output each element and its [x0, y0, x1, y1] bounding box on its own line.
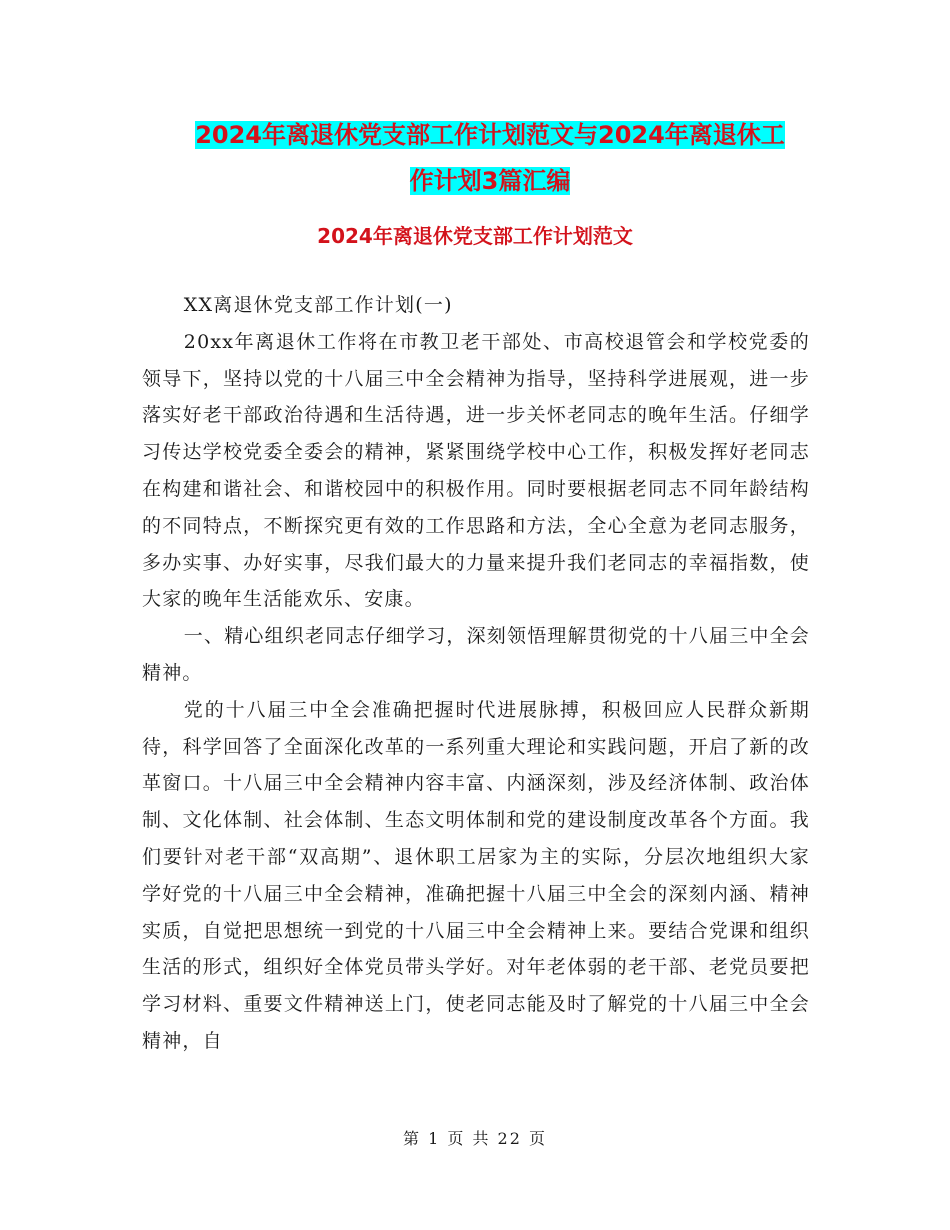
document-body [142, 287, 810, 1060]
paragraph-section-one-heading: 一、精心组织老同志仔细学习，深刻领悟理解贯彻党的十八届三中全会精神。 [142, 625, 810, 684]
section-title: 2024年离退休党支部工作计划范文 [317, 224, 633, 248]
paragraph-section-one-body: 党的十八届三中全会准确把握时代进展脉搏，积极回应人民群众新期待，科学回答了全面深化改革的一系列重大理论和实践问题，开启了新的改革窗口。十八届三中全会精神内容丰富、内涵深刻，涉及经济体制、政治体制、文化体制、社会体制、生态文明体制和党的建设制度改革各个方面。我们要针对老干部“双高期”、退休职工居家为主的实际，分层次地组织大家学好党的十八届三中全会精神，准确把握十八届三中全会的深刻内涵、精神实质，自觉把思想统一到党的十八届三中全会精神上来。要结合党课和组织生活的形式，组织好全体党员带头学好。对年老体弱的老干部、老党员要把学习材料、重要文件精神送上门，使老同志能及时了解党的十八届三中全会精神，自 [142, 698, 810, 1052]
paragraph-intro: 20xx年离退休工作将在市教卫老干部处、市高校退管会和学校党委的领导下，坚持以党的十八届三中全会精神为指导，坚持科学进展观，进一步落实好老干部政治待遇和生活待遇，进一步关怀老同志的晚年生活。仔细学习传达学校党委全委会的精神，紧紧围绕学校中心工作，积极发挥好老同志在构建和谐社会、和谐校园中的积极作用。同时要根据老同志不同年龄结构的不同特点，不断探究更有效的工作思路和方法，全心全意为老同志服务，多办实事、办好实事，尽我们最大的力量来提升我们老同志的幸福指数，使大家的晚年生活能欢乐、安康。 [142, 330, 810, 611]
page-footer: 第 1 页 共 22 页 [403, 1129, 547, 1148]
document-title [140, 112, 840, 204]
document-title-line-1: 2024年离退休党支部工作计划范文与2024年离退休工 [195, 121, 785, 149]
paragraph-plan-heading: XX离退休党支部工作计划(一) [183, 294, 453, 316]
document-title-line-2: 作计划3篇汇编 [409, 167, 571, 195]
